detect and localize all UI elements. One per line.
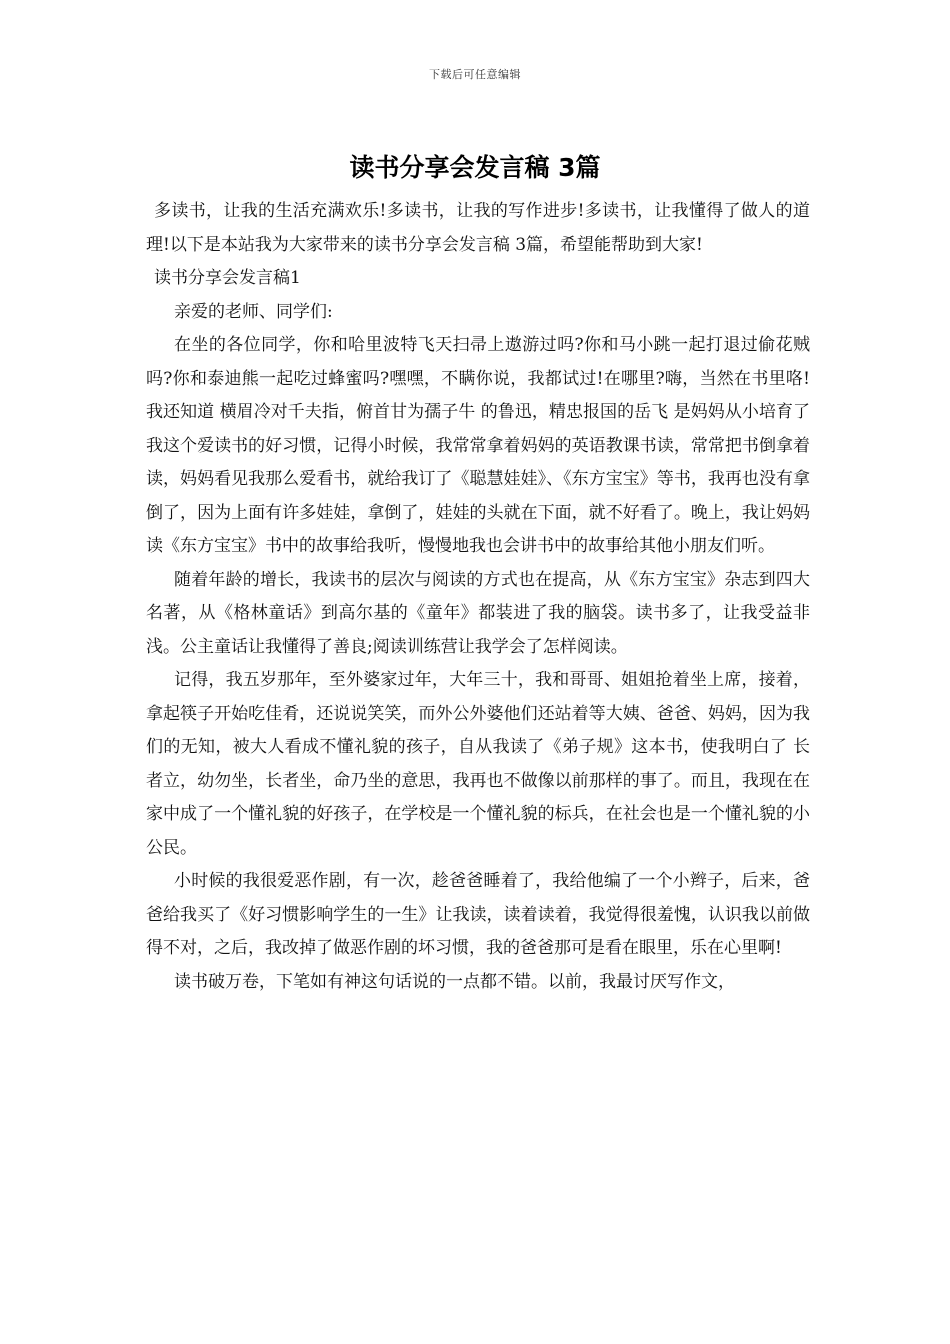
body-paragraph-2: 随着年龄的增长，我读书的层次与阅读的方式也在提高，从《东方宝宝》杂志到四大名著，从《格林童话》到高尔基的《童年》都装进了我的脑袋。读书多了，让我受益非浅。公主童话让我懂得了善良;阅读训练营让我学会了怎样阅读。 xyxy=(146,569,810,657)
salutation: 亲爱的老师、同学们: xyxy=(174,301,333,322)
body-paragraph-3: 记得，我五岁那年，至外婆家过年，大年三十，我和哥哥、姐姐抢着坐上席，接着，拿起筷子开始吃佳肴，还说说笑笑，而外公外婆他们还站着等大姨、爸爸、妈妈，因为我们的无知，被大人看成不懂礼貌的孩子，自从我读了《弟子规》这本书，使我明白了 长者立，幼勿坐，长者坐，命乃坐的意思，我再也不做像以前那样的事了。而且，我现在在家中成了一个懂礼貌的好孩子，在学校是一个懂礼貌的标兵，在社会也是一个懂礼貌的小公民。 xyxy=(146,670,810,858)
document-body xyxy=(146,195,810,999)
body-paragraph-5: 读书破万卷，下笔如有神这句话说的一点都不错。以前，我最讨厌写作文， xyxy=(174,971,735,992)
header-note: 下载后可任意编辑 xyxy=(429,68,521,81)
body-paragraph-1: 在坐的各位同学，你和哈里波特飞天扫帚上遨游过吗?你和马小跳一起打退过偷花贼吗?你和泰迪熊一起吃过蜂蜜吗?嘿嘿，不瞒你说，我都试过!在哪里?嗨，当然在书里咯!我还知道 横眉冷对千夫指，俯首甘为孺子牛 的鲁迅，精忠报国的岳飞 是妈妈从小培育了我这个爱读书的好习惯，记得小时候，我常常拿着妈妈的英语教课书读，常常把书倒拿着读，妈妈看见我那么爱看书，就给我订了《聪慧娃娃》、《东方宝宝》等书，我再也没有拿倒了，因为上面有许多娃娃，拿倒了，娃娃的头就在下面，就不好看了。晚上，我让妈妈读《东方宝宝》书中的故事给我听，慢慢地我也会讲书中的故事给其他小朋友们听。 xyxy=(146,335,810,556)
body-paragraph-4: 小时候的我很爱恶作剧，有一次，趁爸爸睡着了，我给他编了一个小辫子，后来，爸爸给我买了《好习惯影响学生的一生》让我读，读着读着，我觉得很羞愧，认识我以前做得不对，之后，我改掉了做恶作剧的坏习惯，我的爸爸那可是看在眼里，乐在心里啊! xyxy=(146,871,810,958)
document-title: 读书分享会发言稿 3篇 xyxy=(349,153,601,182)
intro-paragraph: 多读书，让我的生活充满欢乐!多读书，让我的写作进步!多读书，让我懂得了做人的道理!以下是本站我为大家带来的读书分享会发言稿 3篇，希望能帮助到大家! xyxy=(146,201,810,255)
section-heading: 读书分享会发言稿1 xyxy=(154,268,301,288)
